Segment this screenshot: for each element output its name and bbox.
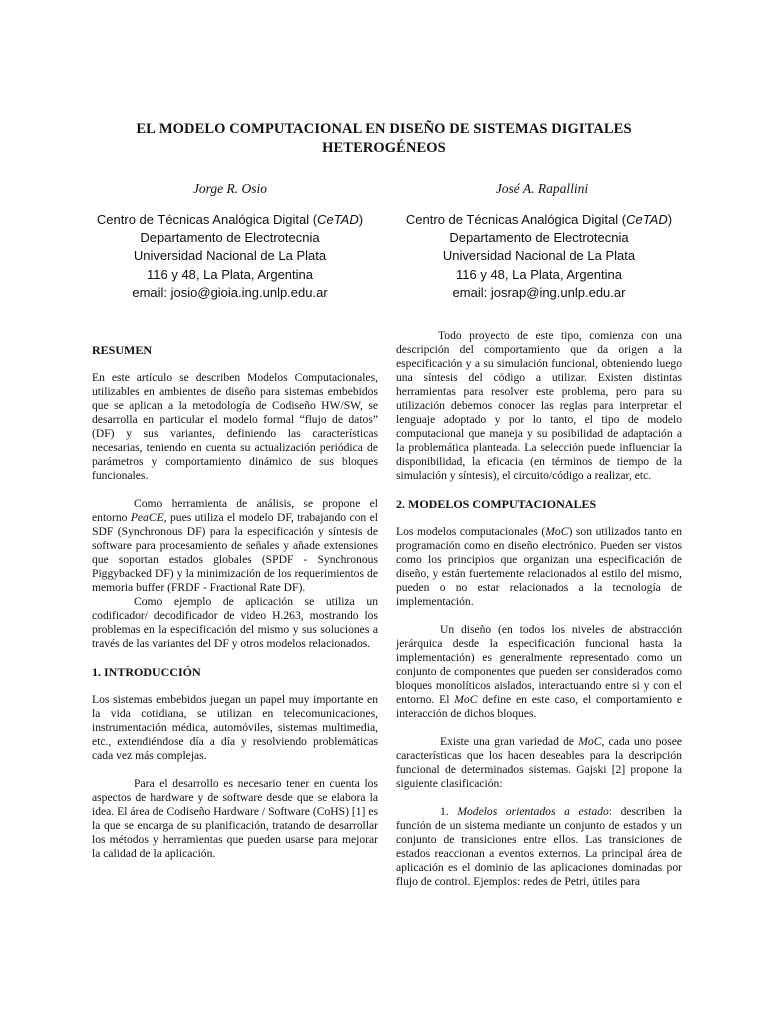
modelos-computacionales-heading: 2. MODELOS COMPUTACIONALES (396, 497, 597, 511)
affiliation-university: Universidad Nacional de La Plata (133, 248, 327, 264)
abstract-paragraph-3: Como ejemplo de aplicación se utiliza un codificador/ decodificador de video H.263, mostrando los problemas en la especificación del mismo y sus soluciones a través de las variantes del DF y otros modelos relacionados. (92, 595, 378, 650)
introduccion-heading: 1. INTRODUCCIÓN (92, 665, 201, 679)
moc-paragraph-2: Un diseño (en todos los niveles de abstracción jerárquica desde la especificación funcional hasta la implementación) es generalmente representado como un conjunto de componentes que pueden ser considerados como bloques monolíticos aislados, interactuando entre si y con el entorno. El MoC define en este caso, el comportamiento e interacción de dichos bloques. (396, 623, 682, 720)
abstract-paragraph-1: En este artículo se describen Modelos Computacionales, utilizables en ambientes de diseño para sistemas embebidos que se aplican a la metodología de Codiseño HW/SW, se desarrolla en particular el modelo formal “flujo de datos” (DF) y sus variantes, definiendo las características necesarias, teniendo en cuenta su actualización periódica de parámetros y comportamiento dinámico de sus bloques funcionales. (92, 371, 378, 482)
author-2-affiliation (384, 211, 694, 302)
left-column (92, 343, 378, 861)
resumen-heading: RESUMEN (92, 343, 153, 357)
paper-title (90, 120, 678, 158)
affiliation-university: Universidad Nacional de La Plata (442, 248, 636, 264)
affiliation-email: email: josrap@ing.unlp.edu.ar (452, 284, 626, 300)
affiliation-center: Centro de Técnicas Analógica Digital (CeTAD) (96, 212, 364, 227)
affiliation-department: Departamento de Electrotecnia (449, 230, 629, 246)
intro-paragraph-1: Los sistemas embebidos juegan un papel muy importante en la vida cotidiana, se utilizan en telecomunicaciones, instrumentación médica, automóviles, sistemas multimedia, etc., extendiéndose día a día y resolviendo problemáticas cada vez más complejas. (92, 693, 378, 762)
affiliation-email: email: josio@gioia.ing.unlp.edu.ar (132, 284, 328, 300)
intro-paragraph-2: Para el desarrollo es necesario tener en cuenta los aspectos de hardware y de software desde que se elabora la idea. El área de Codiseño Hardware / Software (CoHS) [1] es la que se encarga de su planificación, tratando de desarrollar los métodos y herramientas que pueden usarse para mejorar la calidad de la aplicación. (92, 777, 378, 860)
author-2-name: José A. Rapallini (495, 181, 589, 196)
abstract-paragraph-2: Como herramienta de análisis, se propone el entorno PeaCE, pues utiliza el modelo DF, trabajando con el SDF (Synchronous DF) para la especificación y síntesis de software para procesamiento de señales y añade extensiones que soportan estados globales (SPDF - Synchronous Piggybacked DF) y la minimización de los requerimientos de memoria buffer (FRDF - Fractional Rate DF). (92, 497, 378, 594)
title-line-2: HETEROGÉNEOS (322, 140, 446, 156)
moc-paragraph-3: Existe una gran variedad de MoC, cada uno posee características que los hacen deseables para la descripción funcional de determinados sistemas. Gajski [2] propone la siguiente clasificación: (396, 735, 682, 790)
intro-paragraph-3: Todo proyecto de este tipo, comienza con una descripción del comportamiento que da origen a la especificación y a su simulación funcional, obteniendo luego una síntesis del código a utilizar. Existen distintas herramientas para resolver este problema, pero para su utilización debemos conocer las reglas para interpretar el lenguaje adoptado y por lo tanto, el tipo de modelo computacional que maneja y su posibilidad de adaptación a la problemática planteada. La selección puede influenciar la disponibilidad, la eficacia (en términos de tiempo de la simulación y síntesis), el circuito/código a realizar, etc. (396, 329, 682, 482)
affiliation-center: Centro de Técnicas Analógica Digital (CeTAD) (405, 212, 673, 227)
moc-paragraph-1: Los modelos computacionales (MoC) son utilizados tanto en programación como en diseño electrónico. Pueden ser vistos como los principios que organizan una especificación de diseño, y están fuertemente relacionados al estilo del mismo, pueden o no estar relacionados a la tecnología de implementación. (396, 525, 682, 608)
affiliation-department: Departamento de Electrotecnia (140, 230, 320, 246)
moc-paragraph-4: 1. Modelos orientados a estado: describen la función de un sistema mediante un conjunto de estados y un conjunto de transiciones entre ellos. Las transiciones de estados reaccionan a eventos externos. La principal área de aplicación es el dominio de las aplicaciones dominadas por flujo de control. Ejemplos: redes de Petri, útiles para (396, 805, 682, 888)
title-line-1: EL MODELO COMPUTACIONAL EN DISEÑO DE SISTEMAS DIGITALES (136, 121, 632, 137)
affiliation-address: 116 y 48, La Plata, Argentina (456, 266, 622, 282)
author-1-name: Jorge R. Osio (192, 181, 268, 196)
right-column (396, 329, 682, 889)
author-1-affiliation (75, 211, 385, 302)
affiliation-address: 116 y 48, La Plata, Argentina (147, 266, 313, 282)
